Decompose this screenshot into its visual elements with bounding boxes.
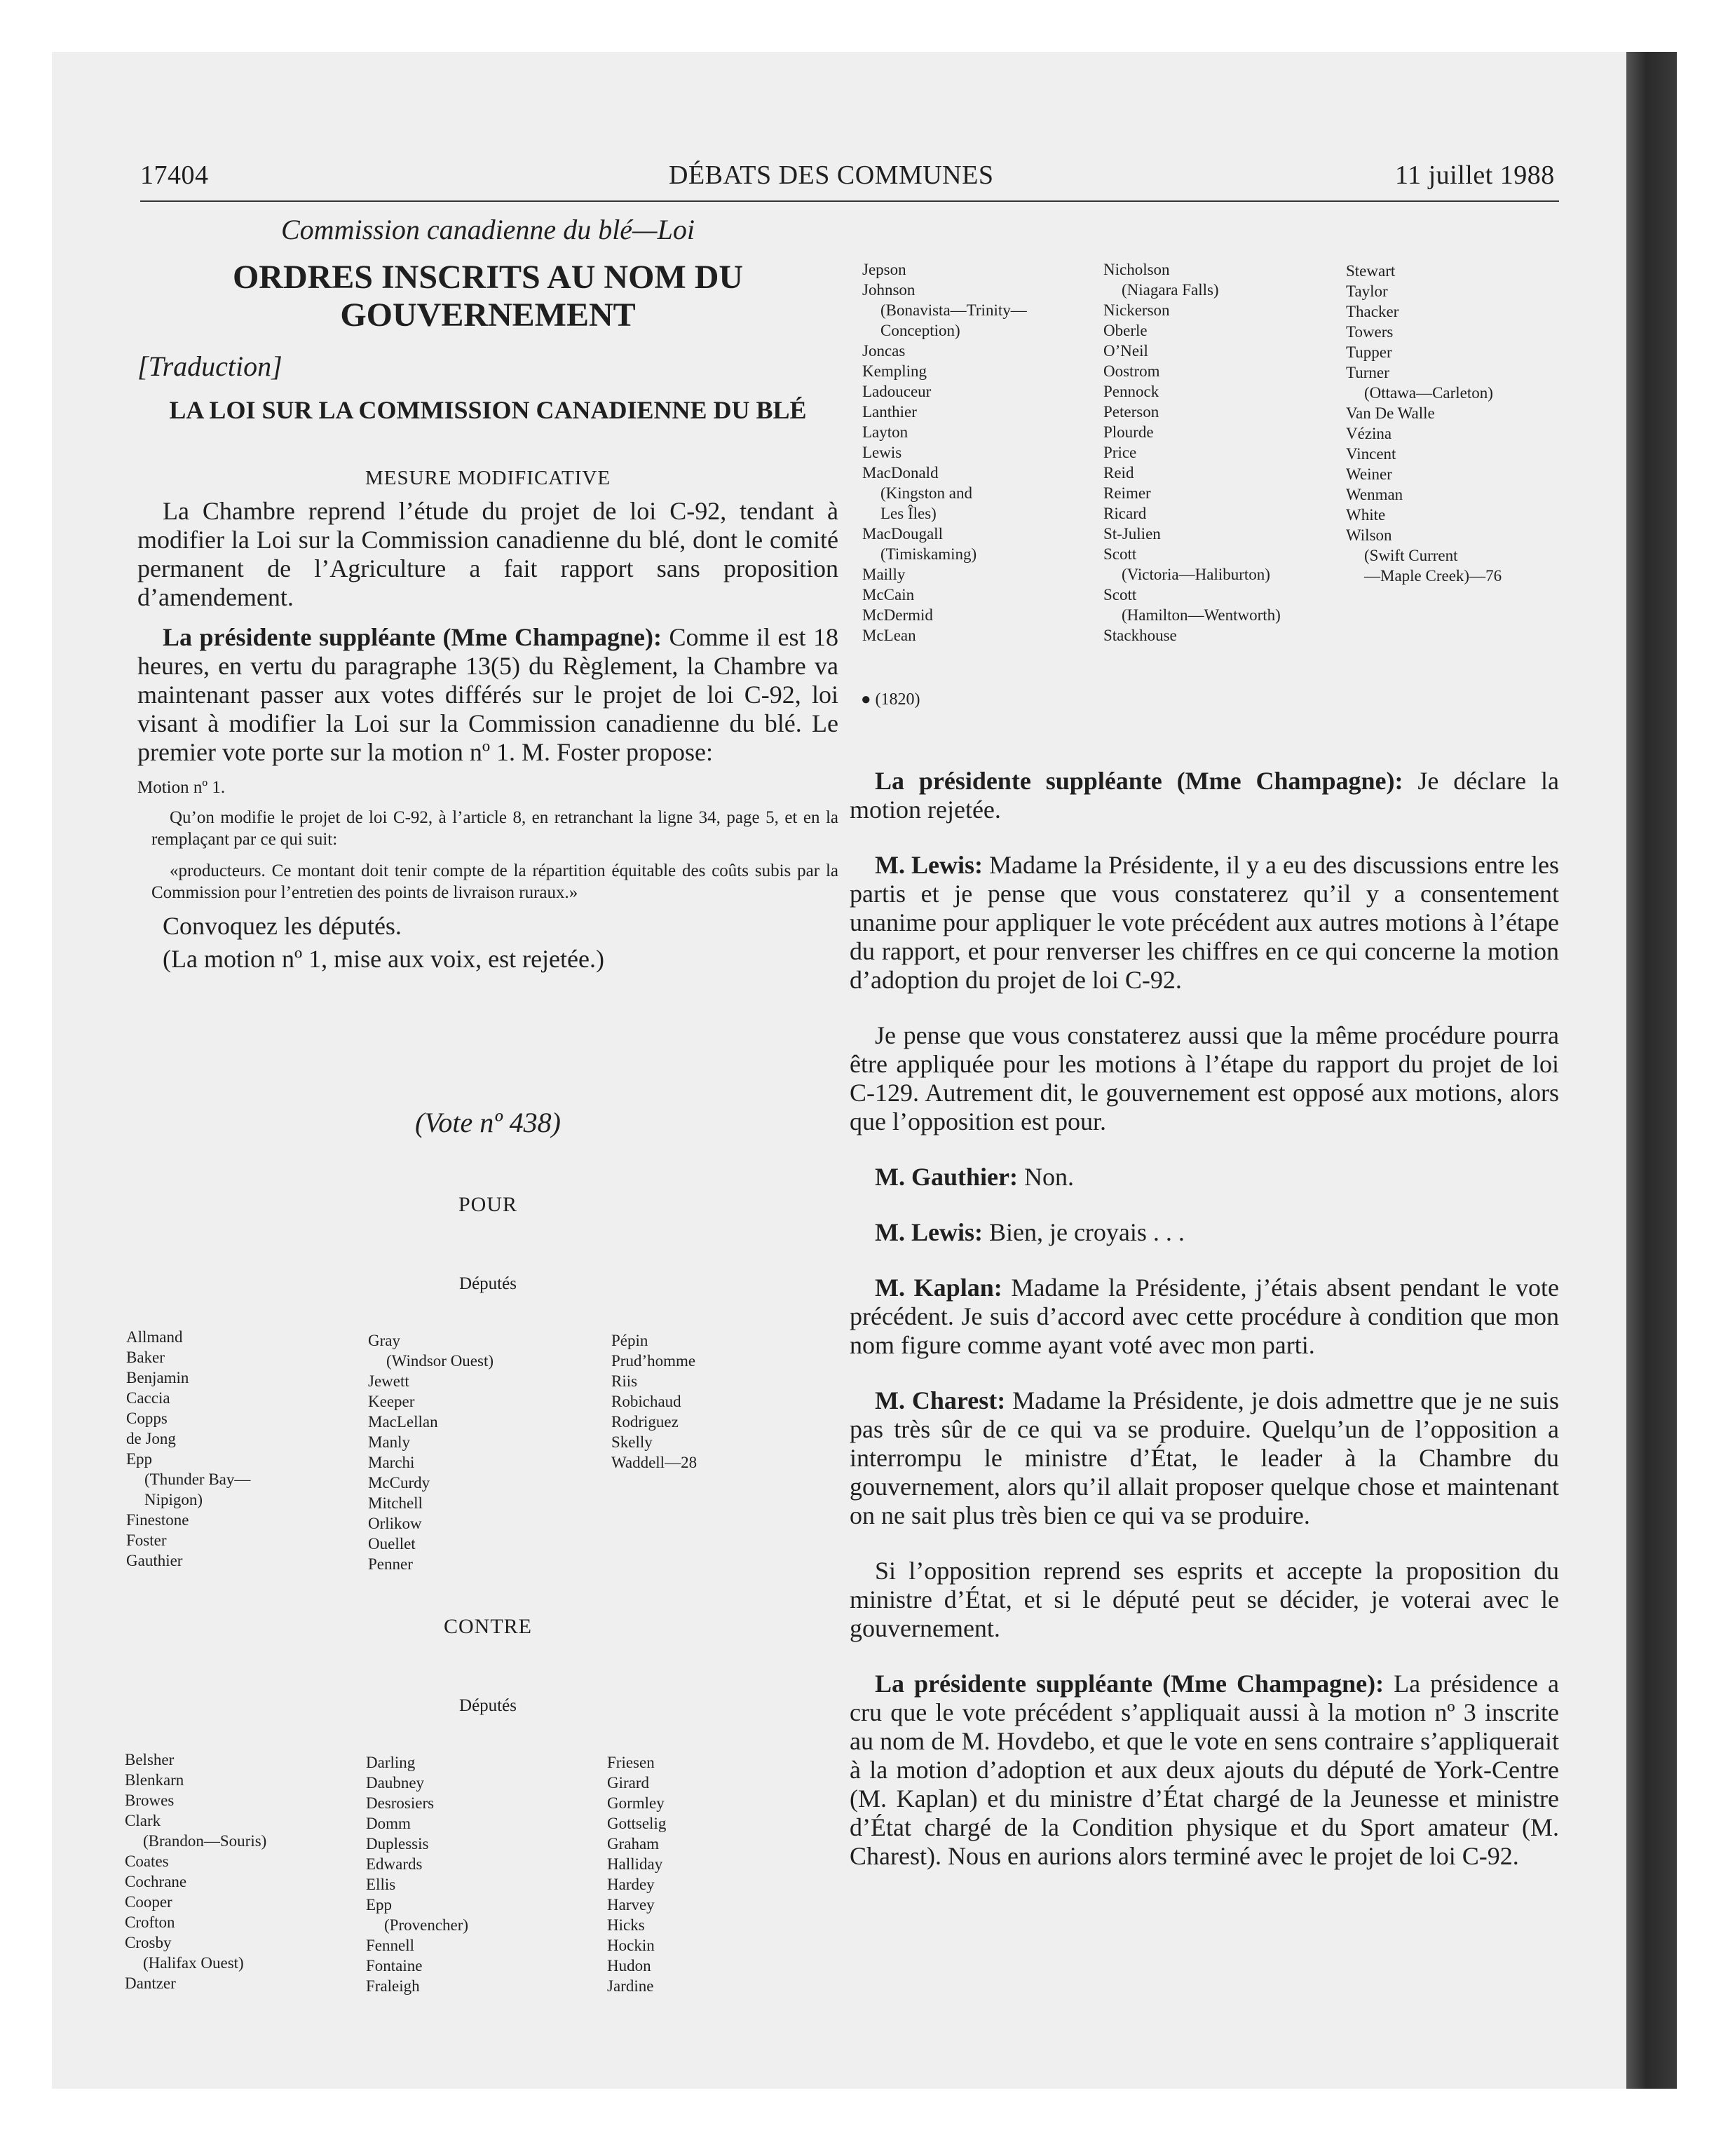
contre-cont-names-col2	[1103, 259, 1281, 646]
deputy-name: MacDonald	[862, 464, 939, 482]
right-paragraph-5	[850, 1218, 1559, 1247]
deputy-name: Oostrom	[1103, 362, 1160, 380]
deputy-name: Vincent	[1346, 445, 1396, 463]
deputy-name: (Thunder Bay—	[144, 1471, 251, 1488]
left-column	[137, 210, 838, 974]
motion-result: (La motion nº 1, mise aux voix, est rejetée.)	[163, 945, 604, 973]
right-paragraph-2	[850, 851, 1559, 995]
deputes-heading-pour: Députés	[459, 1274, 517, 1293]
deputy-name: Rodriguez	[611, 1413, 679, 1431]
deputy-name: Robichaud	[611, 1393, 681, 1410]
deputy-name: (Provencher)	[384, 1916, 469, 1934]
deputy-name: Fraleigh	[366, 1977, 420, 1995]
deputy-name: MacDougall	[862, 525, 943, 543]
pour-heading: POUR	[458, 1193, 518, 1216]
contre-names-col3	[607, 1752, 666, 1996]
contre-cont-names-col3	[1346, 261, 1502, 586]
deputy-name: Nicholson	[1103, 261, 1170, 278]
pour-names-col2	[368, 1330, 494, 1574]
deputy-name: de Jong	[126, 1430, 176, 1447]
vote-title: (Vote nº 438)	[415, 1107, 561, 1138]
deputy-name: Lanthier	[862, 403, 917, 421]
measure-label: MESURE MODIFICATIVE	[365, 467, 611, 489]
deputy-name: Mailly	[862, 566, 906, 583]
orders-heading	[137, 259, 838, 334]
deputy-name: Thacker	[1346, 303, 1399, 320]
deputy-name: (Halifax Ouest)	[143, 1954, 244, 1972]
right-paragraph-7	[850, 1386, 1559, 1530]
deputy-name: Stackhouse	[1103, 627, 1177, 644]
page-number: 17404	[140, 161, 209, 190]
deputy-name: Crosby	[125, 1934, 172, 1951]
deputy-name: Hudon	[607, 1957, 651, 1974]
deputy-name: McCain	[862, 586, 915, 603]
deputy-name: Plourde	[1103, 423, 1154, 441]
deputy-name: St-Julien	[1103, 525, 1161, 543]
deputy-name: (Timiskaming)	[880, 545, 977, 563]
deputy-name: Ricard	[1103, 505, 1147, 522]
deputy-name: (Windsor Ouest)	[386, 1352, 494, 1370]
deputy-name: Kempling	[862, 362, 927, 380]
deputy-name: McLean	[862, 627, 916, 644]
deputy-name: Les Îles)	[880, 505, 937, 522]
deputy-name: Oberle	[1103, 322, 1148, 339]
page-date: 11 juillet 1988	[1395, 161, 1555, 190]
speech-text: Madame la Présidente, je dois admettre que je ne suis pas très sûr de ce qui va se produire. Quelqu’un de l’opposition a interrompu le ministre d’État, le leader à la Chambre du gouvernement, alors qu’il allait proposer quelque chose et maintenant on ne sait plus très bien ce qui va se produire.	[850, 1386, 1559, 1529]
deputy-name: Taylor	[1346, 282, 1388, 300]
deputy-name: Fontaine	[366, 1957, 423, 1974]
deputy-name: Weiner	[1346, 465, 1392, 483]
deputy-name: Riis	[611, 1372, 638, 1390]
deputy-name: Jepson	[862, 261, 906, 278]
deputy-name: Finestone	[126, 1511, 189, 1529]
deputy-name: Duplessis	[366, 1835, 429, 1853]
speech-text: Non.	[1017, 1163, 1074, 1191]
scan-edge-shadow	[1626, 52, 1677, 2089]
deputy-name: Wilson	[1346, 526, 1392, 544]
deputy-name: Jewett	[368, 1372, 409, 1390]
deputy-name: (Niagara Falls)	[1122, 281, 1219, 299]
section-subtitle: Commission canadienne du blé—Loi	[281, 214, 695, 245]
pour-names-col3	[611, 1330, 697, 1473]
speaker-name: M. Gauthier:	[875, 1163, 1018, 1191]
deputy-name: Copps	[126, 1410, 168, 1427]
deputy-name: Harvey	[607, 1896, 655, 1913]
deputy-name: (Ottawa—Carleton)	[1364, 384, 1493, 402]
speech-text: Madame la Présidente, il y a eu des discussions entre les partis et je pense que vous constaterez qu’il y a consentement unanime pour appliquer le vote précédent aux autres motions à l’étape du rapport, et pour renverser les chiffres en ce qui concerne la motion d’adoption du projet de loi C-92.	[850, 851, 1560, 994]
deputy-name: Graham	[607, 1835, 660, 1853]
deputy-name: Nipigon)	[144, 1491, 203, 1508]
deputy-name: Hockin	[607, 1937, 655, 1954]
deputy-name: Penner	[368, 1555, 413, 1573]
deputy-name: Edwards	[366, 1855, 423, 1873]
deputy-name: Clark	[125, 1812, 161, 1829]
deputy-name: Reimer	[1103, 484, 1151, 502]
deputy-name: Layton	[862, 423, 909, 441]
deputy-name: Turner	[1346, 364, 1389, 381]
deputy-name: Ladouceur	[862, 383, 932, 400]
right-paragraph-6	[850, 1274, 1559, 1360]
speaker-name: M. Lewis:	[875, 851, 983, 879]
deputy-name: Johnson	[862, 281, 916, 299]
speaker-name: La présidente suppléante (Mme Champagne):	[875, 1670, 1384, 1698]
deputy-name: Nickerson	[1103, 301, 1170, 319]
deputy-name: Daubney	[366, 1774, 425, 1792]
paragraph-1: La Chambre reprend l’étude du projet de loi C-92, tendant à modifier la Loi sur la Commission canadienne du blé, dont le comité permanent de l’Agriculture a fait rapport sans proposition d’amendement.	[137, 497, 838, 611]
speech-text: Je déclare la motion rejetée.	[850, 767, 1559, 824]
deputy-name: (Bonavista—Trinity—	[880, 301, 1027, 319]
speech-text: Madame la Présidente, j’étais absent pendant le vote précédent. Je suis d’accord avec cette procédure à condition que mon nom figure comme ayant voté avec mon parti.	[850, 1274, 1559, 1359]
deputy-name: Peterson	[1103, 403, 1159, 421]
deputy-name: (Victoria—Haliburton)	[1122, 566, 1270, 583]
deputy-name: Desrosiers	[366, 1794, 435, 1812]
right-paragraph-3: Je pense que vous constaterez aussi que la même procédure pourra être appliquée pour les motions à l’étape du rapport du projet de loi C-129. Autrement dit, le gouvernement est opposé aux motions, alors que l’opposition est pour.	[850, 1021, 1559, 1135]
paragraph-2	[137, 623, 838, 767]
journal-title: DÉBATS DES COMMUNES	[669, 161, 994, 190]
deputy-name: Marchi	[368, 1454, 415, 1471]
deputy-name: Friesen	[607, 1754, 655, 1771]
right-paragraph-8: Si l’opposition reprend ses esprits et accepte la proposition du ministre d’État, et si le député peut se décider, je voterai avec le gouvernement.	[850, 1557, 1559, 1642]
deputy-name: Caccia	[126, 1389, 170, 1407]
speech-text: La présidence a cru que le vote précédent s’appliquait aussi à la motion nº 3 inscrite au nom de M. Hovdebo, et que le vote en sens contraire s’appliquerait à la motion d’adoption et aux deux ajouts du député de York-Centre (M. Kaplan) et du ministre d’État chargé de la Jeunesse et ministre d’État chargé de la Condition physique et du Sport amateur (M. Charest). Nous en aurions alors terminé avec le projet de loi C-92.	[850, 1670, 1559, 1870]
pour-names-col1	[126, 1327, 250, 1571]
right-paragraph-4	[850, 1163, 1559, 1192]
deputy-name: Benjamin	[126, 1369, 189, 1386]
deputy-name: Skelly	[611, 1433, 653, 1451]
deputy-name: Jardine	[607, 1977, 654, 1995]
contre-names-col2	[366, 1752, 468, 1996]
deputy-name: Joncas	[862, 342, 906, 360]
deputy-name: Wenman	[1346, 486, 1403, 503]
deputy-name: Darling	[366, 1754, 416, 1771]
deputy-name: Gottselig	[607, 1815, 667, 1832]
deputy-name: (Hamilton—Wentworth)	[1122, 606, 1281, 624]
deputy-name: Scott	[1103, 545, 1137, 563]
deputy-name: Price	[1103, 444, 1137, 461]
speaker-name: M. Lewis:	[875, 1218, 983, 1246]
contre-heading: CONTRE	[444, 1615, 532, 1638]
speaker-name: M. Kaplan:	[875, 1274, 1002, 1302]
deputy-name: Reid	[1103, 464, 1134, 482]
deputy-name: Prud’homme	[611, 1352, 696, 1370]
deputy-name: Crofton	[125, 1913, 175, 1931]
motion-label: Motion nº 1.	[137, 778, 226, 797]
deputy-name: Vézina	[1346, 425, 1392, 442]
speaker-name: La présidente suppléante (Mme Champagne):	[163, 623, 662, 651]
deputy-name: Baker	[126, 1349, 165, 1366]
speech-text: Bien, je croyais . . .	[982, 1218, 1185, 1246]
deputy-name: White	[1346, 506, 1386, 524]
deputy-name: Dantzer	[125, 1974, 176, 1992]
traduction-label: [Traduction]	[137, 350, 283, 382]
right-paragraph-1	[850, 767, 1559, 824]
deputy-name: Lewis	[862, 444, 902, 461]
act-title: LA LOI SUR LA COMMISSION CANADIENNE DU BLÉ	[169, 396, 807, 424]
deputy-name: Scott	[1103, 586, 1137, 603]
deputy-name: Browes	[125, 1792, 175, 1809]
deputy-name: O’Neil	[1103, 342, 1148, 360]
deputy-name: Domm	[366, 1815, 411, 1832]
deputy-name: Gauthier	[126, 1552, 183, 1569]
deputy-name: Ouellet	[368, 1535, 416, 1553]
deputy-name: Gormley	[607, 1794, 665, 1812]
deputy-name: Pépin	[611, 1332, 648, 1349]
deputy-name: Keeper	[368, 1393, 415, 1410]
contre-cont-names-col1	[862, 259, 1027, 646]
deputy-name: Epp	[126, 1450, 153, 1468]
deputy-name: Mitchell	[368, 1494, 423, 1512]
speech-text: Comme il est 18 heures, en vertu du paragraphe 13(5) du Règlement, la Chambre va maintenant passer aux votes différés sur le projet de loi C-92, loi visant à modifier la Loi sur la Commission canadienne du blé. Le premier vote porte sur la motion nº 1. M. Foster propose:	[137, 623, 838, 766]
deputy-name: Waddell—28	[611, 1454, 698, 1471]
deputy-name: Towers	[1346, 323, 1394, 341]
deputy-name: Stewart	[1346, 262, 1396, 280]
deputy-name: Halliday	[607, 1855, 663, 1873]
deputy-name: Coates	[125, 1853, 169, 1870]
deputy-name: —Maple Creek)—76	[1364, 567, 1502, 585]
deputy-name: Ellis	[366, 1876, 396, 1893]
deputy-name: MacLellan	[368, 1413, 438, 1431]
deputy-name: Allmand	[126, 1328, 183, 1346]
deputy-name: Cooper	[125, 1893, 172, 1911]
deputy-name: Fennell	[366, 1937, 414, 1954]
contre-names-col1	[125, 1749, 266, 1993]
right-paragraph-9	[850, 1670, 1559, 1871]
convoquez-line: Convoquez les députés.	[163, 912, 402, 940]
deputy-name: (Kingston and	[880, 484, 972, 502]
deputy-name: Belsher	[125, 1751, 175, 1768]
speaker-name: La présidente suppléante (Mme Champagne):	[875, 767, 1403, 795]
orders-heading-line1: ORDRES INSCRITS AU NOM DU	[232, 259, 744, 296]
deputy-name: Pennock	[1103, 383, 1159, 400]
deputes-heading-contre: Députés	[459, 1696, 517, 1715]
deputy-name: Epp	[366, 1896, 393, 1913]
deputy-name: (Swift Current	[1364, 547, 1458, 564]
orders-heading-line2: GOUVERNEMENT	[340, 296, 636, 334]
deputy-name: Girard	[607, 1774, 650, 1792]
deputy-name: Cochrane	[125, 1873, 187, 1890]
deputy-name: McDermid	[862, 606, 933, 624]
deputy-name: (Brandon—Souris)	[143, 1832, 267, 1850]
motion-text: Qu’on modifie le projet de loi C-92, à l’article 8, en retranchant la ligne 34, page 5, et en la remplaçant par ce qui suit:	[151, 808, 838, 849]
deputy-name: Hardey	[607, 1876, 655, 1893]
deputy-name: Van De Walle	[1346, 404, 1435, 422]
time-marker: ● (1820)	[861, 690, 920, 709]
deputy-name: Manly	[368, 1433, 411, 1451]
motion-quote: «producteurs. Ce montant doit tenir compte de la répartition équitable des coûts subis par la Commission pour l’entretien des points de livraison ruraux.»	[151, 861, 838, 902]
deputy-name: McCurdy	[368, 1474, 430, 1492]
deputy-name: Hicks	[607, 1916, 645, 1934]
right-column	[850, 767, 1559, 1871]
deputy-name: Foster	[126, 1531, 167, 1549]
deputy-name: Gray	[368, 1332, 400, 1349]
header-rule	[140, 200, 1559, 202]
deputy-name: Conception)	[880, 322, 960, 339]
deputy-name: Orlikow	[368, 1515, 422, 1532]
deputy-name: Tupper	[1346, 343, 1392, 361]
speaker-name: M. Charest:	[875, 1386, 1006, 1414]
deputy-name: Blenkarn	[125, 1771, 184, 1789]
